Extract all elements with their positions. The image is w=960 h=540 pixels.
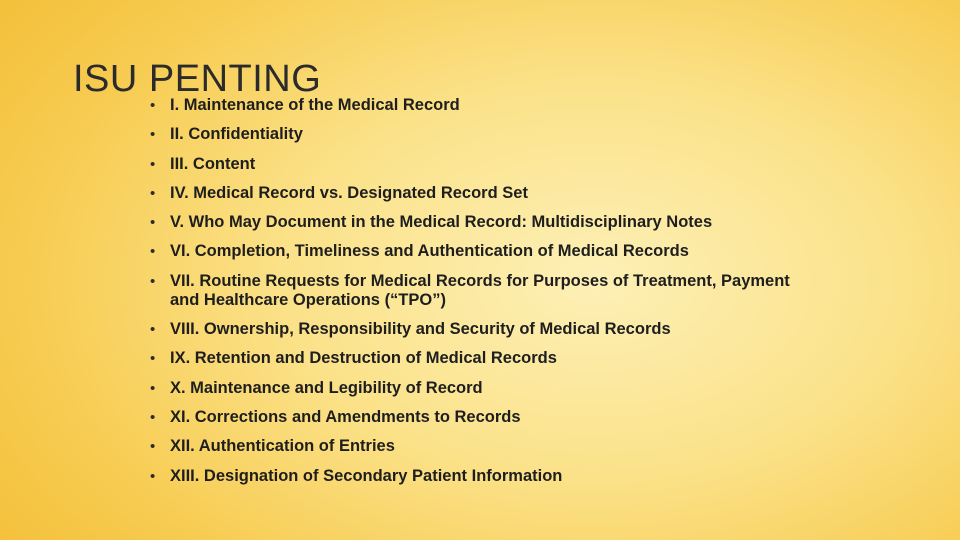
list-item [150,408,790,427]
list-item [150,96,790,115]
list-item-text: V. Who May Document in the Medical Record: Multidisciplinary Notes [170,213,713,232]
bullet-icon: • [150,126,156,144]
list-item-text: IV. Medical Record vs. Designated Record Set [170,183,528,202]
bullet-icon: • [150,321,156,339]
list-item-text: III. Content [170,154,256,173]
list-item [150,272,790,310]
list-item [150,213,790,232]
bullet-icon: • [150,379,156,397]
bullet-icon: • [150,467,156,485]
list-item-text: XI. Corrections and Amendments to Records [170,407,521,426]
bullet-icon: • [150,97,156,114]
list-item [150,125,790,144]
list-item-text: II. Confidentiality [170,125,303,144]
list-item-text: I. Maintenance of the Medical Record [170,96,460,114]
list-item-text: X. Maintenance and Legibility of Record [170,378,483,397]
list-item-text: VII. Routine Requests for Medical Records for Purposes of Treatment, Payment and Healthcare Operations (“TPO”) [170,271,790,309]
bullet-icon: • [150,184,156,202]
list-item-text: XII. Authentication of Entries [170,437,395,456]
bullet-icon: • [150,214,156,232]
bullet-icon: • [150,350,156,368]
list-item-text: XIII. Designation of Secondary Patient Information [170,466,563,485]
slide-title: ISU PENTING [73,58,322,100]
list-item [150,467,790,486]
list-item [150,349,790,368]
list-item [150,437,790,456]
bullet-icon: • [150,155,156,173]
list-item [150,379,790,398]
list-item [150,184,790,203]
list-item [150,242,790,261]
list-item-text: VI. Completion, Timeliness and Authentication of Medical Records [170,242,689,261]
list-item-text: VIII. Ownership, Responsibility and Security of Medical Records [170,320,671,339]
bullet-icon: • [150,408,156,426]
bullet-icon: • [150,272,156,290]
bullet-icon: • [150,243,156,261]
topic-list [150,96,790,496]
list-item-text: IX. Retention and Destruction of Medical Records [170,349,557,368]
list-item [150,320,790,339]
bullet-icon: • [150,438,156,456]
list-item [150,155,790,174]
